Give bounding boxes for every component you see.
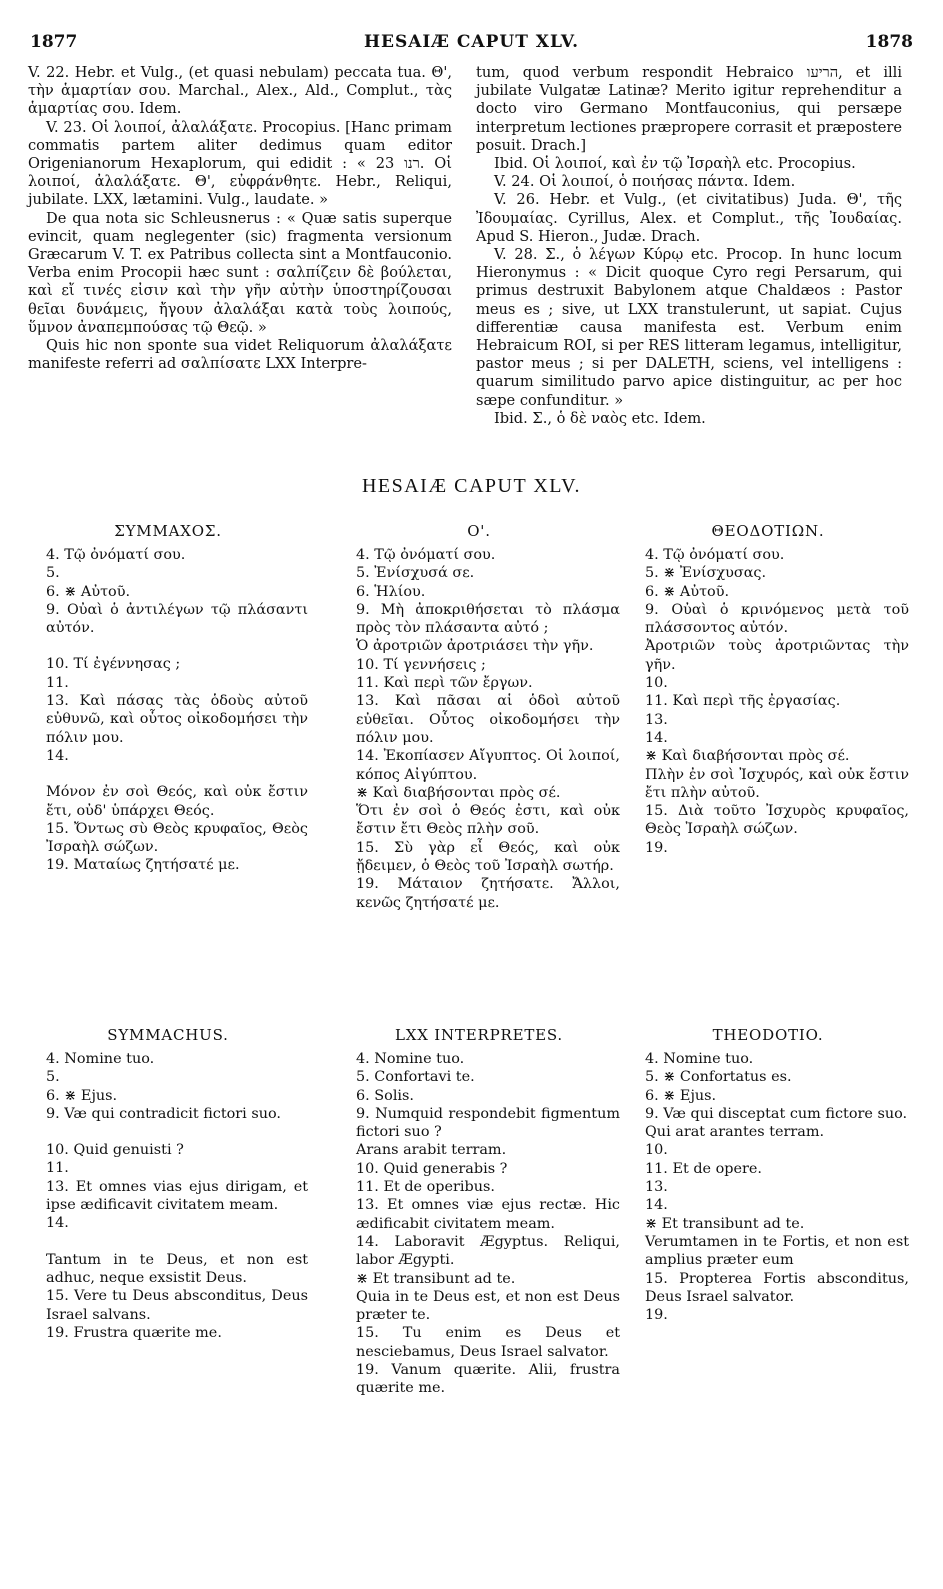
verse-line: 10. bbox=[645, 1142, 668, 1159]
verse-line: 9. Væ qui disceptat cum fictore suo. bbox=[645, 1105, 908, 1122]
verse-line: 14. Laboravit Ægyptus. Reliqui, labor Ægypti. bbox=[356, 1233, 620, 1269]
section-title: HESAIÆ CAPUT XLV. bbox=[361, 475, 582, 497]
verse-line: 19. bbox=[645, 839, 668, 856]
greek-theodotion-column bbox=[627, 520, 909, 857]
verse-line: 13. Et omnes vias ejus dirigam, et ipse ædificavit civitatem meam. bbox=[46, 1178, 308, 1214]
verse-line: 5. Ἐνίσχυσά σε. bbox=[356, 565, 475, 582]
column-heading: ΣΥΜΜΑΧΟΣ. bbox=[114, 522, 222, 540]
verse-line: 9. Numquid respondebit figmentum fictori suo ? bbox=[356, 1105, 620, 1141]
verse-line: 19. bbox=[645, 1307, 668, 1324]
verse-line: 5. ⋇ Ἐνίσχυσας. bbox=[645, 565, 767, 582]
verse-line: 14. bbox=[46, 747, 69, 764]
note-paragraph: Ibid. Οἱ λοιποί, καὶ ἐν τῷ Ἰσραὴλ etc. Procopius. bbox=[494, 155, 856, 173]
verse-line: 11. Et de operibus. bbox=[356, 1179, 495, 1196]
note-paragraph: V. 22. Hebr. et Vulg., (et quasi nebulam) peccata tua. Θ', τὴν ἁμαρτίαν σου. Marchal., Alex., Ald., Complut., τὰς ἁμαρτίας σου. Idem. bbox=[28, 64, 452, 118]
note-paragraph: De qua nota sic Schleusnerus : « Quæ satis superque evincit, quam neglegenter (sic) fragmenta versionum Græcarum V. T. ex Patribus collecta sint a Montfauconio. Verba enim Procopii hæc sunt : σαλπίζειν δὲ βούλεται, καὶ εἴ τινές εἰσιν καὶ τὴν γῆν αὐτὴν ὑποστηρίζουσαι θεῖαι δυνάμεις, ἤγουν ἀλαλάξαι κατὰ τοὺς λοιπούς, ὕμνον ἀναπεμπούσας τῷ Θεῷ. » bbox=[28, 209, 452, 336]
verse-spacer bbox=[28, 1123, 308, 1141]
verse-line: 14. bbox=[46, 1215, 69, 1232]
note-paragraph: Ibid. Σ., ὁ δὲ ναὸς etc. Idem. bbox=[494, 409, 706, 427]
verse-line: 19. Vanum quærite. Alii, frustra quærite me. bbox=[356, 1362, 620, 1397]
verse-line: Tantum in te Deus, et non est adhuc, neque exsistit Deus. bbox=[46, 1251, 308, 1286]
note-paragraph: V. 28. Σ., ὁ λέγων Κύρῳ etc. Procop. In hunc locum Hieronymus : « Dicit quoque Cyro regi Persarum, qui primus destruxit Babylonem atque Chaldæos : Pastor meus es ; sive, ut LXX transtulerunt, ut sapiat. Cujus differentiæ causa manifesta est. Verbum enim Hebraicum ROI, si per RES litteram legamus, intelligitur, pastor meus ; si per DALETH, sciens, vel intelligens : quarum similitudo parvo apice distinguitur, ac per hoc sæpe confunditur. » bbox=[476, 246, 902, 409]
verse-line: 19. Frustra quærite me. bbox=[46, 1324, 222, 1341]
verse-line: ⋇ Καὶ διαβήσονται πρὸς σέ. bbox=[645, 748, 850, 765]
verse-line: 19. Ματαίως ζητήσατέ με. bbox=[46, 857, 240, 874]
latin-symmachus-column bbox=[28, 1024, 308, 1342]
verse-line: 4. Nomine tuo. bbox=[356, 1051, 465, 1067]
notes-right-column bbox=[476, 64, 902, 428]
verse-line: Quia in te Deus est, et non est Deus præter te. bbox=[356, 1288, 620, 1324]
verse-line: 5. ⋇ Confortatus es. bbox=[645, 1069, 792, 1086]
verse-line: 4. Nomine tuo. bbox=[645, 1051, 754, 1067]
note-paragraph: Quis hic non sponte sua videt Reliquorum ἀλαλάξατε manifeste referri ad σαλπίσατε LXX Interpre- bbox=[28, 337, 452, 373]
verse-line: Ὁ ἀροτριῶν ἀροτριάσει τὴν γῆν. bbox=[356, 638, 594, 655]
note-paragraph: V. 26. Hebr. et Vulg., (et civitatibus) Juda. Θ', τῆς Ἰδουμαίας. Cyrillus, Alex. et Complut., τῆς Ἰουδαίας. Apud S. Hieron., Judæ. Drach. bbox=[476, 191, 902, 245]
verse-line: Verumtamen in te Fortis, et non est amplius præter eum bbox=[645, 1233, 909, 1269]
verse-line: Μόνον ἐν σοὶ Θεός, καὶ οὐκ ἔστιν ἔτι, οὐδ' ὑπάρχει Θεός. bbox=[46, 784, 308, 819]
column-heading: Ο'. bbox=[467, 522, 491, 540]
column-heading: LXX INTERPRETES. bbox=[395, 1026, 563, 1044]
verse-line: 10. Quid generabis ? bbox=[356, 1160, 508, 1177]
verse-line: 11. Καὶ περὶ τῆς ἐργασίας. bbox=[645, 693, 841, 710]
verse-line: 13. bbox=[645, 1179, 668, 1196]
column-number-left: 1877 bbox=[30, 32, 78, 52]
verse-line: 14. bbox=[645, 1197, 668, 1214]
verse-line: 10. Τί ἐγέννησας ; bbox=[46, 656, 181, 673]
verse-spacer bbox=[28, 765, 308, 783]
verse-line: Arans arabit terram. bbox=[356, 1142, 507, 1159]
verse-line: 15. Διὰ τοῦτο Ἰσχυρὸς κρυφαῖος, Θεὸς Ἰσραὴλ σώζων. bbox=[645, 803, 909, 838]
verse-line: 9. Μὴ ἀποκριθήσεται τὸ πλάσμα πρὸς τὸν πλάσαντα αὐτό ; bbox=[356, 601, 620, 637]
verse-line: 13. bbox=[645, 711, 668, 728]
verse-spacer bbox=[28, 637, 308, 655]
note-paragraph: tum, quod verbum respondit Hebraico הריעו, et illi jubilate Vulgatæ Latinæ? Merito igitur reprehenditur a docto viro Germano Montfauconius, qui persæpe interpretum lectiones præpropere corrasit et præpostere posuit. Drach.] bbox=[476, 64, 902, 154]
verse-line: 6. Solis. bbox=[356, 1087, 414, 1104]
verse-line: 11. Et de opere. bbox=[645, 1160, 762, 1177]
running-title: HESAIÆ CAPUT XLV. bbox=[363, 32, 580, 52]
verse-line: 4. Τῷ ὀνόματί σου. bbox=[356, 547, 496, 563]
verse-line: 9. Οὐαὶ ὁ κρινόμενος μετὰ τοῦ πλάσσοντος αὐτόν. bbox=[645, 601, 909, 637]
verse-line: 11. bbox=[46, 1160, 69, 1177]
verse-line: 6. ⋇ Αὐτοῦ. bbox=[645, 583, 730, 600]
verse-line: Ἀροτριῶν τοὺς ἀροτριῶντας τὴν γῆν. bbox=[645, 638, 909, 673]
greek-symmachus-column bbox=[28, 520, 308, 875]
notes-left-column bbox=[28, 64, 452, 373]
verse-line: 15. Vere tu Deus absconditus, Deus Israel salvans. bbox=[46, 1288, 308, 1323]
verse-line: 6. ⋇ Ejus. bbox=[645, 1087, 717, 1104]
latin-lxx-column bbox=[338, 1024, 620, 1398]
column-heading: SYMMACHUS. bbox=[107, 1026, 229, 1044]
column-number-right: 1878 bbox=[865, 32, 913, 52]
verse-line: 5. Confortavi te. bbox=[356, 1069, 475, 1086]
column-heading: THEODOTIO. bbox=[712, 1026, 824, 1044]
verse-line: 11. bbox=[46, 674, 69, 691]
note-paragraph: V. 24. Οἱ λοιποί, ὁ ποιήσας πάντα. Idem. bbox=[494, 173, 796, 191]
verse-line: 15. Σὺ γὰρ εἶ Θεός, καὶ οὐκ ᾔδειμεν, ὁ Θεὸς τοῦ Ἰσραὴλ σωτήρ. bbox=[356, 839, 620, 875]
verse-line: 15. Propterea Fortis absconditus, Deus Israel salvator. bbox=[645, 1270, 909, 1305]
verse-line: 4. Τῷ ὀνόματί σου. bbox=[645, 547, 785, 563]
verse-spacer bbox=[28, 1233, 308, 1251]
verse-line: 10. Quid genuisti ? bbox=[46, 1142, 184, 1159]
verse-line: 13. Et omnes viæ ejus rectæ. Hic ædificabit civitatem meam. bbox=[356, 1197, 620, 1232]
verse-line: ⋇ Et transibunt ad te. bbox=[645, 1215, 805, 1232]
verse-line: 10. bbox=[645, 675, 668, 692]
verse-line: Πλὴν ἐν σοὶ Ἰσχυρός, καὶ οὐκ ἔστιν ἔτι πλὴν αὐτοῦ. bbox=[645, 766, 909, 801]
verse-line: Ὅτι ἐν σοὶ ὁ Θεός ἐστι, καὶ οὐκ ἔστιν ἔτι Θεὸς πλὴν σοῦ. bbox=[356, 803, 620, 838]
verse-line: 14. Ἐκοπίασεν Αἴγυπτος. Οἱ λοιποί, κόπος Αἰγύπτου. bbox=[356, 748, 620, 783]
verse-line: 4. Τῷ ὀνόματί σου. bbox=[46, 547, 186, 563]
note-paragraph: V. 23. Οἱ λοιποί, ἀλαλάξατε. Procopius. [Hanc primam commatis partem aliter dedimus quam editor Origenianorum Hexaplorum, qui edidit : « רנו 23. Οἱ λοιποί, ἀλαλάξατε. Θ', εὐφράνθητε. Hebr., Reliqui, jubilate. LXX, lætamini. Vulg., laudate. » bbox=[28, 118, 452, 209]
verse-line: 14. bbox=[645, 729, 668, 746]
verse-line: 15. Tu enim es Deus et nesciebamus, Deus Israel salvator. bbox=[356, 1325, 620, 1360]
latin-theodotion-column bbox=[627, 1024, 909, 1324]
verse-line: 9. Οὐαὶ ὁ ἀντιλέγων τῷ πλάσαντι αὐτόν. bbox=[46, 601, 308, 637]
greek-lxx-column bbox=[338, 520, 620, 912]
verse-line: 5. bbox=[46, 565, 60, 582]
verse-line: 19. Μάταιον ζητήσατε. Ἄλλοι, κενῶς ζητήσατέ με. bbox=[356, 876, 620, 911]
column-heading: ΘΕΟΔΟΤΙΩΝ. bbox=[711, 522, 825, 540]
verse-line: 6. Ἡλίου. bbox=[356, 583, 426, 600]
verse-line: 4. Nomine tuo. bbox=[46, 1051, 155, 1067]
verse-line: 13. Καὶ πᾶσαι αἱ ὁδοὶ αὐτοῦ εὐθεῖαι. Οὗτος οἰκοδομήσει τὴν πόλιν μου. bbox=[356, 693, 620, 746]
verse-line: ⋇ Et transibunt ad te. bbox=[356, 1270, 516, 1287]
verse-line: 6. ⋇ Αὐτοῦ. bbox=[46, 583, 131, 600]
verse-line: 11. Καὶ περὶ τῶν ἔργων. bbox=[356, 675, 533, 692]
verse-line: 13. Καὶ πάσας τὰς ὁδοὺς αὐτοῦ εὐθυνῶ, καὶ οὗτος οἰκοδομήσει τὴν πόλιν μου. bbox=[46, 693, 308, 746]
verse-line: ⋇ Καὶ διαβήσονται πρὸς σέ. bbox=[356, 784, 561, 801]
verse-line: 5. bbox=[46, 1069, 60, 1086]
verse-line: Qui arat arantes terram. bbox=[645, 1124, 825, 1141]
verse-line: 6. ⋇ Ejus. bbox=[46, 1087, 118, 1104]
verse-line: 15. Ὄντως σὺ Θεὸς κρυφαῖος, Θεὸς Ἰσραὴλ σώζων. bbox=[46, 820, 308, 856]
verse-line: 10. Τί γεννήσεις ; bbox=[356, 656, 486, 673]
verse-line: 9. Væ qui contradicit fictori suo. bbox=[46, 1105, 281, 1122]
